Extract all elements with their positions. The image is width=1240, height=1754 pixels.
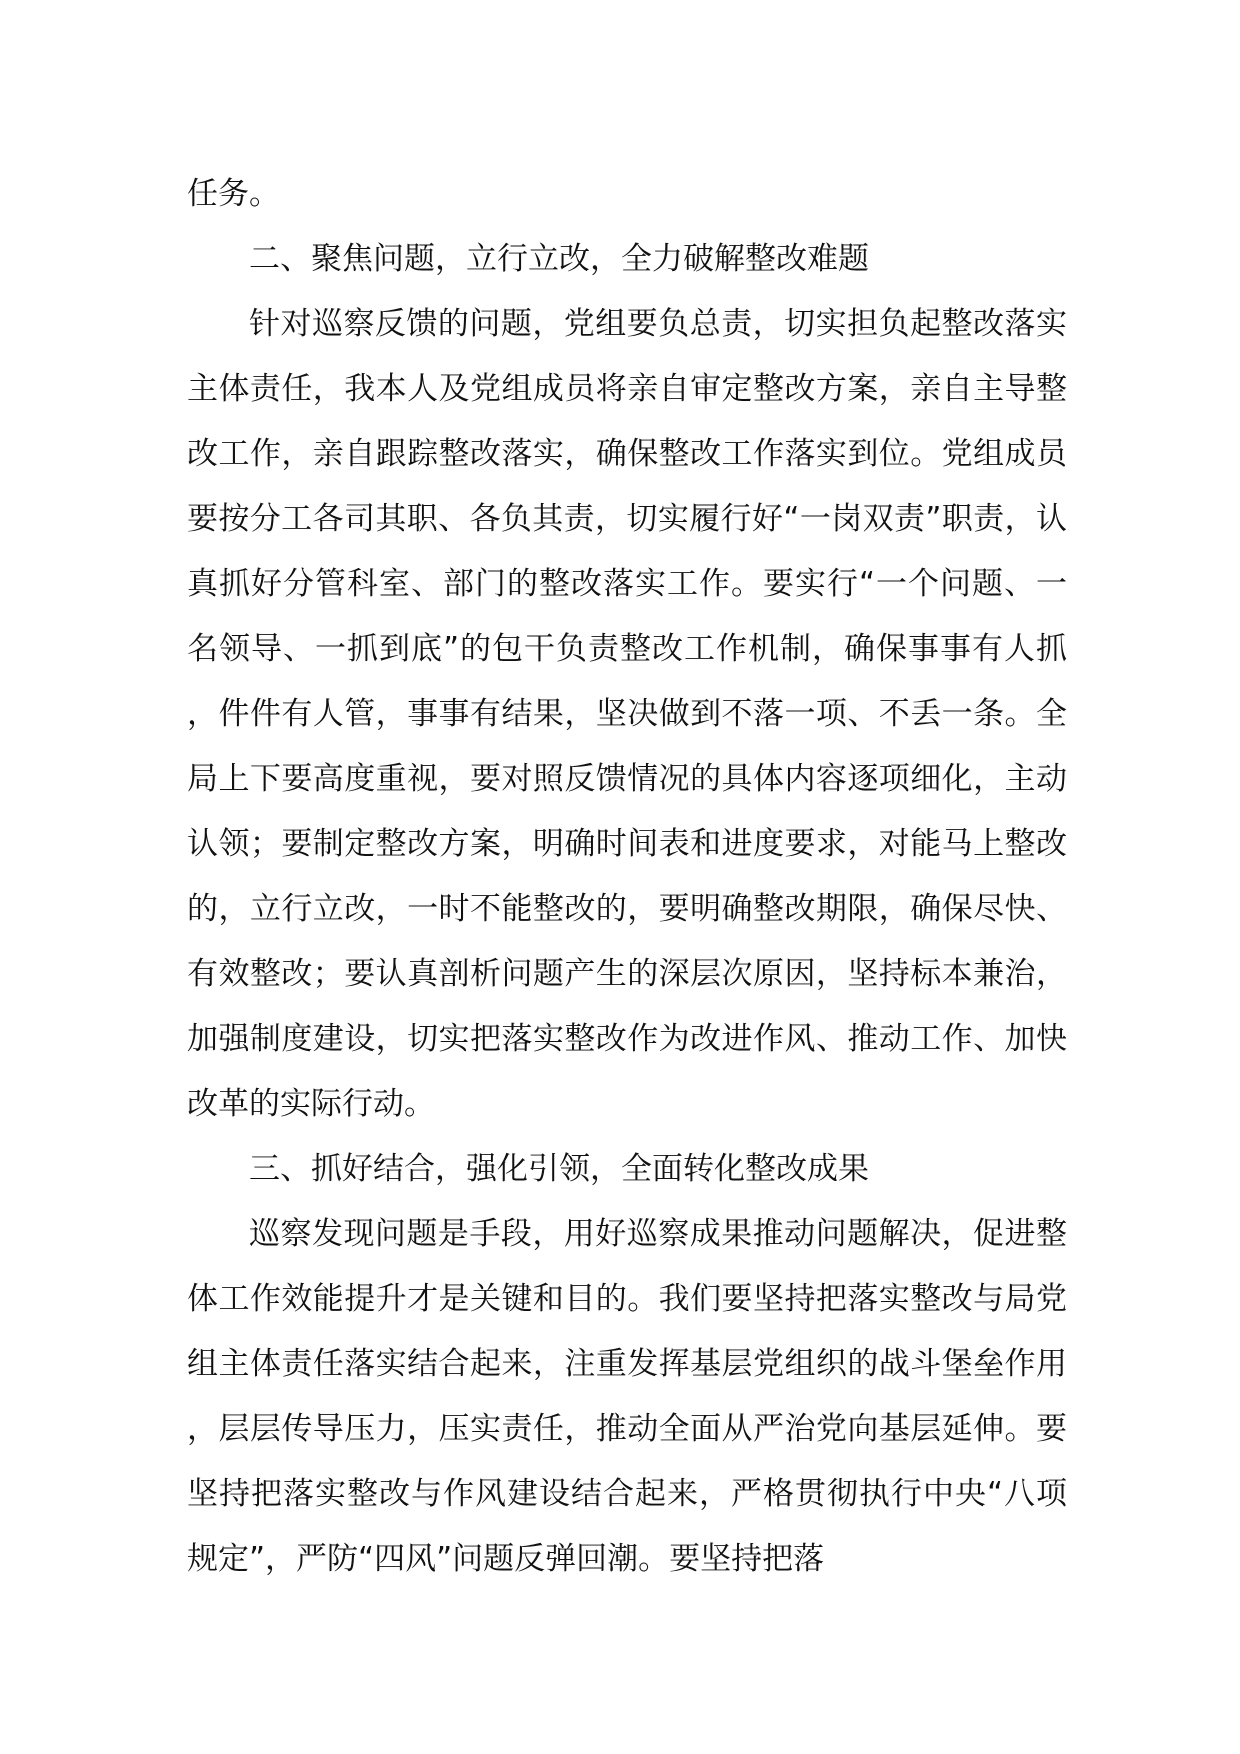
paragraph-rectification-results: 巡察发现问题是手段，用好巡察成果推动问题解决，促进整体工作效能提升才是关键和目的。我们要坚持把落实整改与局党组主体责任落实结合起来，注重发挥基层党组织的战斗堡垒作用，层层传导压力，压实责任，推动全面从严治党向基层延伸。要坚持把落实整改与作风建设结合起来，严格贯彻执行中央“八项规定”，严防“四风”问题反弹回潮。要坚持把落 <box>187 1216 1067 1577</box>
section-heading-3: 三、抓好结合，强化引领，全面转化整改成果 <box>249 1151 869 1187</box>
paragraph-rectification-responsibility: 针对巡察反馈的问题，党组要负总责，切实担负起整改落实主体责任，我本人及党组成员将亲自审定整改方案，亲自主导整改工作，亲自跟踪整改落实，确保整改工作落实到位。党组成员要按分工各司其职、各负其责，切实履行好“一岗双责”职责，认真抓好分管科室、部门的整改落实工作。要实行“一个问题、一名领导、一抓到底”的包干负责整改工作机制，确保事事有人抓，件件有人管，事事有结果，坚决做到不落一项、不丢一条。全局上下要高度重视，要对照反馈情况的具体内容逐项细化，主动认领；要制定整改方案，明确时间表和进度要求，对能马上整改的，立行立改，一时不能整改的，要明确整改期限，确保尽快、有效整改；要认真剖析问题产生的深层次原因，坚持标本兼治，加强制度建设，切实把落实整改作为改进作风、推动工作、加快改革的实际行动。 <box>187 306 1067 1122</box>
document-body <box>187 162 1067 1592</box>
section-heading-2: 二、聚焦问题，立行立改，全力破解整改难题 <box>249 241 869 277</box>
paragraph-continuation: 任务。 <box>187 176 280 212</box>
